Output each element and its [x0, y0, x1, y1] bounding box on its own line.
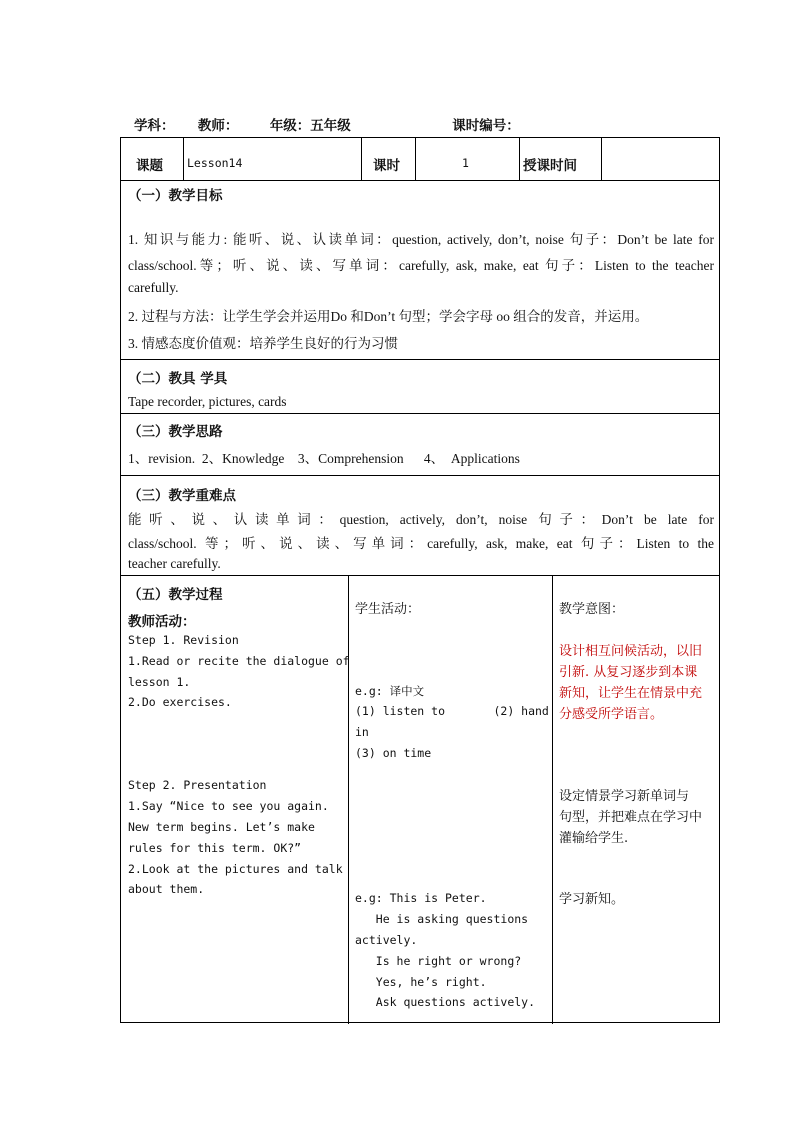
section-key-points-title: （三）教学重难点	[128, 488, 236, 504]
teacher-line: rules for this term. OK?”	[128, 841, 302, 855]
teacher-activity-label: 教师活动：	[128, 614, 196, 630]
section-process-title: （五）教学过程	[128, 587, 223, 603]
subject-label: 学科：	[134, 118, 175, 134]
section-objectives-title: （一）教学目标	[128, 188, 223, 204]
lesson-plan-table	[120, 137, 720, 1023]
student-line: (1) listen to (2) hand	[355, 704, 549, 718]
key-points-line-2: class/school. 等；听、说、读、写单词：carefully, ask, make, eat 句子：Listen to the	[128, 536, 714, 551]
intent-line: 分感受所学语言。	[559, 707, 664, 722]
teaching-intent-label: 教学意图：	[559, 602, 625, 617]
teacher-line: 2.Look at the pictures and talk	[128, 862, 343, 876]
objectives-line-1: 1. 知识与能力: 能听、说、认读单词：question, actively, don’t, noise 句子：Don’t be late for	[128, 232, 714, 247]
student-line: e.g: This is Peter.	[355, 891, 487, 905]
teacher-line: lesson 1.	[128, 675, 191, 689]
student-line: Is he right or wrong?	[355, 954, 522, 968]
student-line: Yes, he’s right.	[355, 975, 487, 989]
objectives-line-2: class/school.等；听、说、读、写单词：carefully, ask, make, eat 句子：Listen to the teacher	[128, 258, 714, 273]
period-label: 课时	[373, 158, 400, 174]
teacher-line: Step 1. Revision	[128, 633, 239, 647]
section-approach-title: （三）教学思路	[128, 424, 223, 440]
teaching-time-label: 授课时间	[523, 158, 577, 174]
materials-content: Tape recorder, pictures, cards	[128, 394, 287, 409]
teacher-line: 1.Read or recite the dialogue of	[128, 654, 350, 668]
grade-label: 年级：五年级	[269, 118, 351, 134]
approach-content: 1、revision. 2、Knowledge 3、Comprehension 4、 Applications	[128, 451, 520, 466]
intent-line: 设定情景学习新单词与	[559, 789, 690, 804]
section-materials-title: （二）教具 学具	[128, 371, 228, 387]
student-line: He is asking questions	[355, 912, 529, 926]
student-activity-label: 学生活动：	[355, 602, 421, 617]
topic-label: 课题	[136, 158, 163, 174]
intent-line: 学习新知。	[559, 892, 625, 907]
student-line: e.g: 译中文	[355, 684, 425, 698]
objectives-line-3: carefully.	[128, 280, 179, 295]
objectives-line-4: 2. 过程与方法：让学生学会并运用Do 和Don’t 句型；学会字母 oo 组合的发音，并运用。	[128, 309, 649, 324]
intent-line: 句型，并把难点在学习中	[559, 810, 703, 825]
intent-line: 新知，让学生在情景中充	[559, 686, 703, 701]
intent-line: 设计相互问候活动，以旧	[559, 644, 703, 659]
teacher-line: Step 2. Presentation	[128, 778, 267, 792]
lesson-number-label: 课时编号：	[452, 118, 520, 134]
teacher-label: 教师：	[197, 118, 239, 134]
student-line: actively.	[355, 933, 418, 947]
intent-line: 引新. 从复习逐步到本课	[559, 665, 698, 680]
student-line: Ask questions actively.	[355, 995, 536, 1009]
document-header	[134, 114, 520, 134]
intent-line: 灌输给学生.	[559, 831, 629, 846]
key-points-line-3: teacher carefully.	[128, 556, 221, 571]
topic-value: Lesson14	[187, 156, 243, 170]
period-value: 1	[462, 156, 469, 170]
teacher-line: about them.	[128, 882, 205, 896]
student-line: in	[355, 725, 369, 739]
objectives-line-5: 3. 情感态度价值观：培养学生良好的行为习惯	[128, 336, 398, 351]
teacher-line: 2.Do exercises.	[128, 695, 232, 709]
student-line: (3) on time	[355, 746, 432, 760]
key-points-line-1: 能听、说、认读单词：question, actively, don’t, noise 句子：Don’t be late for	[128, 512, 714, 527]
teacher-line: New term begins. Let’s make	[128, 820, 315, 834]
teacher-line: 1.Say “Nice to see you again.	[128, 799, 329, 813]
